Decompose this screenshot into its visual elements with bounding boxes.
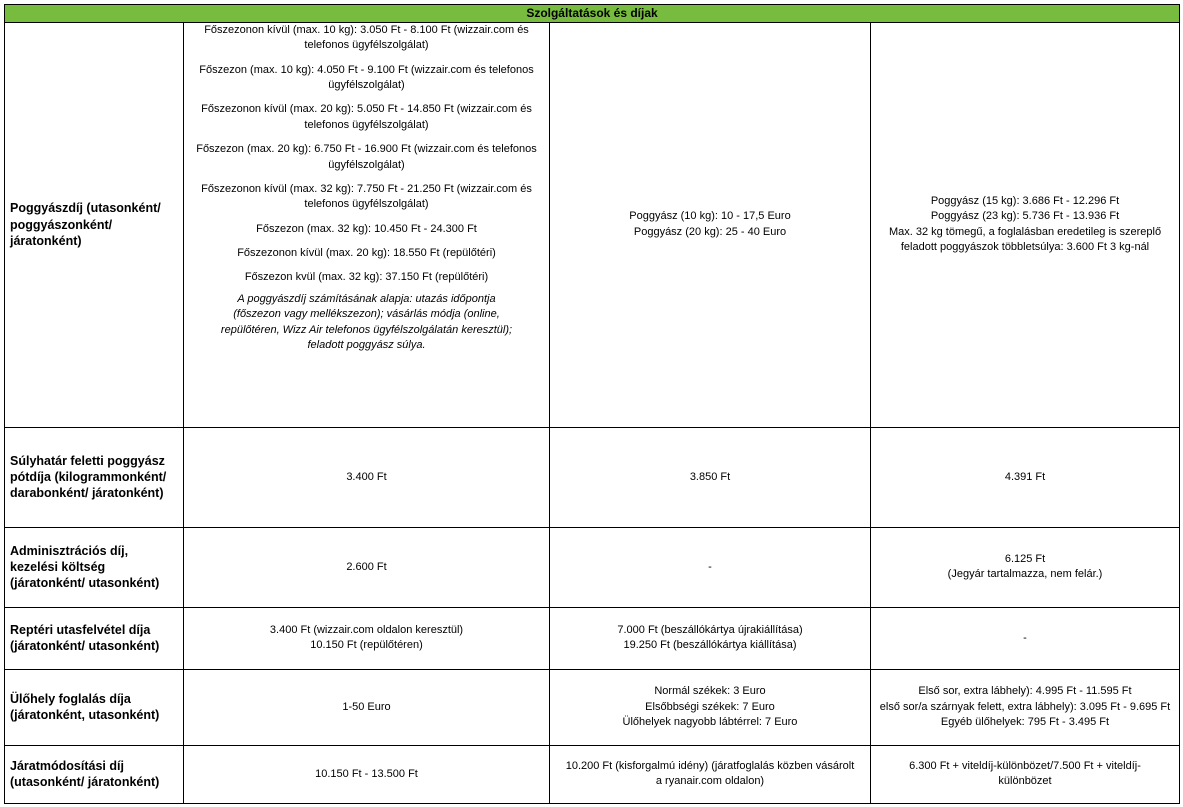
table-row	[5, 22, 1180, 427]
row-label: Adminisztrációs díj, kezelési költség (járatonként/ utasonként)	[5, 527, 184, 607]
cell-line: Főszezon (max. 20 kg): 6.750 Ft - 16.900 Ft (wizzair.com és telefonos ügyfélszolgálat)	[196, 143, 537, 171]
fees-table	[4, 4, 1180, 804]
table-cell: 4.391 Ft	[871, 427, 1180, 527]
table-cell	[184, 22, 550, 427]
table-row	[5, 745, 1180, 803]
cell-line: Első sor, extra lábhely): 4.995 Ft - 11.595 Ft	[918, 685, 1132, 698]
table-cell: 1-50 Euro	[184, 669, 550, 745]
row-label: Járatmódosítási díj (utasonként/ járatonként)	[5, 745, 184, 803]
cell-line: (Jegyár tartalmazza, nem felár.)	[947, 568, 1103, 581]
table-row	[5, 669, 1180, 745]
table-cell	[184, 607, 550, 669]
cell-line: Főszezonon kívül (max. 20 kg): 18.550 Ft (repülőtéri)	[237, 247, 496, 260]
cell-line: Max. 32 kg tömegű, a foglalásban eredetileg is szereplő feladott poggyászok többletsúlya: 3.600 Ft 3 kg-nál	[888, 225, 1162, 254]
cell-line: Poggyász (10 kg): 10 - 17,5 Euro	[629, 210, 791, 223]
table-cell	[871, 22, 1180, 427]
table-cell: 3.400 Ft	[184, 427, 550, 527]
cell-note: A poggyászdíj számításának alapja: utazás időpontja (főszezon vagy mellékszezon); vásárlás módja (online, repülőtéren, Wizz Air telefonos ügyfélszolgálatán keresztül); feladott poggyász súlya.	[220, 292, 513, 352]
cell-line: Elsőbbségi székek: 7 Euro	[645, 700, 775, 713]
table-row	[5, 427, 1180, 527]
table-cell: -	[550, 527, 871, 607]
cell-line: Egyéb ülőhelyek: 795 Ft - 3.495 Ft	[940, 715, 1110, 728]
cell-line: Ülőhelyek nagyobb lábtérrel: 7 Euro	[622, 715, 798, 728]
cell-line: Főszezon (max. 32 kg): 10.450 Ft - 24.300 Ft	[256, 222, 477, 235]
table-cell	[550, 22, 871, 427]
cell-line: első sor/a szárnyak felett, extra lábhely): 3.095 Ft - 9.695 Ft	[879, 700, 1171, 713]
cell-line: Poggyász (20 kg): 25 - 40 Euro	[633, 225, 787, 238]
cell-line: Poggyász (15 kg): 3.686 Ft - 12.296 Ft	[930, 195, 1120, 208]
cell-line: 6.125 Ft	[1004, 552, 1046, 565]
cell-line: 7.000 Ft (beszállókártya újrakiállítása)	[617, 623, 803, 636]
row-label: Ülőhely foglalás díja (járatonként, utasonként)	[5, 669, 184, 745]
cell-line: Poggyász (23 kg): 5.736 Ft - 13.936 Ft	[930, 210, 1120, 223]
cell-line: Normál székek: 3 Euro	[654, 685, 766, 698]
table-cell: 10.150 Ft - 13.500 Ft	[184, 745, 550, 803]
cell-line: 3.400 Ft (wizzair.com oldalon keresztül)	[269, 623, 464, 636]
table-cell	[871, 527, 1180, 607]
table-cell: 10.200 Ft (kisforgalmú idény) (járatfoglalás közben vásárolt a ryanair.com oldalon)	[550, 745, 871, 803]
cell-line: 10.150 Ft (repülőtéren)	[310, 639, 423, 652]
table-cell	[871, 669, 1180, 745]
table-cell: 6.300 Ft + viteldíj-különbözet/7.500 Ft + viteldíj-különbözet	[871, 745, 1180, 803]
table-cell	[550, 669, 871, 745]
cell-line: Főszezonon kívül (max. 10 kg): 3.050 Ft - 8.100 Ft (wizzair.com és telefonos ügyfélszolgálat)	[204, 23, 529, 52]
row-label: Súlyhatár feletti poggyász pótdíja (kilogrammonként/ darabonként/ járatonként)	[5, 427, 184, 527]
cell-line: Főszezon kvül (max. 32 kg): 37.150 Ft (repülőtéri)	[244, 271, 489, 284]
table-cell: -	[871, 607, 1180, 669]
cell-line: Főszezon (max. 10 kg): 4.050 Ft - 9.100 Ft (wizzair.com és telefonos ügyfélszolgálat)	[199, 63, 534, 91]
table-row	[5, 527, 1180, 607]
row-label: Poggyászdíj (utasonként/ poggyászonként/ járatonként)	[5, 22, 184, 427]
cell-line: Főszezonon kívül (max. 20 kg): 5.050 Ft - 14.850 Ft (wizzair.com és telefonos ügyfélszolgálat)	[201, 103, 532, 131]
cell-line: Főszezonon kívül (max. 32 kg): 7.750 Ft - 21.250 Ft (wizzair.com és telefonos ügyfélszolgálat)	[201, 182, 532, 211]
table-cell: 3.850 Ft	[550, 427, 871, 527]
table-cell	[550, 607, 871, 669]
table-title: Szolgáltatások és díjak	[5, 5, 1180, 23]
row-label: Reptéri utasfelvétel díja (járatonként/ utasonként)	[5, 607, 184, 669]
header-row	[5, 5, 1180, 23]
table-cell: 2.600 Ft	[184, 527, 550, 607]
cell-line: 19.250 Ft (beszállókártya kiállítása)	[623, 639, 797, 652]
table-row	[5, 607, 1180, 669]
